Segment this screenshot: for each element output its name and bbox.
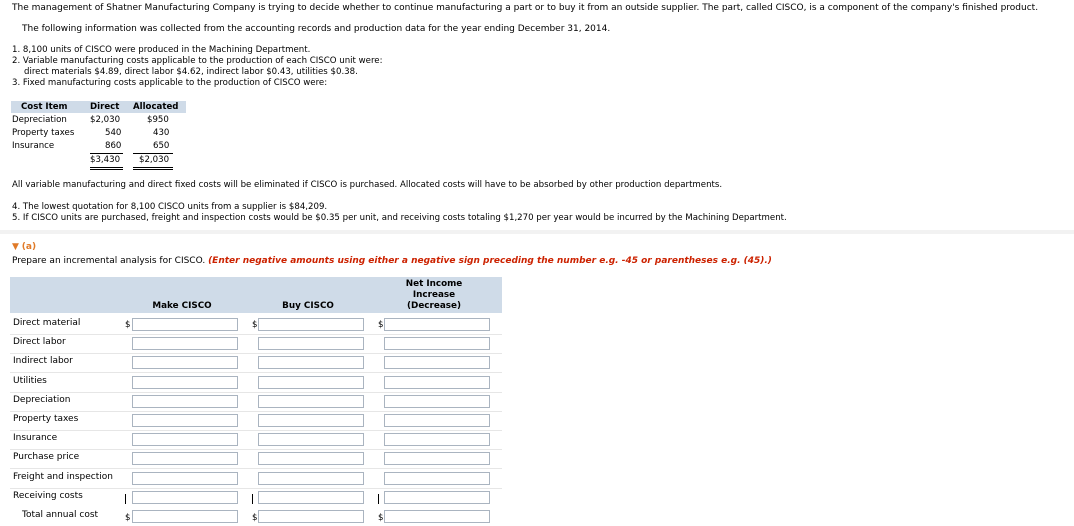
info-item-2-detail: direct materials $4.89, direct labor $4.62, indirect labor $0.43, utilities $0.38. [24, 67, 358, 77]
total-allocated: $2,030 [139, 155, 170, 165]
section-separator [0, 230, 1074, 234]
total-input-net-income[interactable] [384, 510, 490, 523]
input-net-income[interactable] [384, 395, 490, 408]
part-a-header[interactable] [12, 242, 36, 253]
row-divider [10, 353, 502, 354]
input-net-income[interactable] [384, 376, 490, 389]
cost-row-allocated: 650 [153, 141, 170, 151]
input-make[interactable] [132, 356, 238, 369]
currency-symbol: $ [125, 513, 131, 523]
input-make[interactable] [132, 472, 238, 485]
subtotal-tick [125, 494, 126, 504]
info-item-4: 4. The lowest quotation for 8,100 CISCO units from a supplier is $84,209. [12, 202, 328, 212]
input-buy[interactable] [258, 376, 364, 389]
input-buy[interactable] [258, 356, 364, 369]
column-make-cisco: Make CISCO [152, 301, 212, 311]
input-net-income[interactable] [384, 356, 490, 369]
input-net-income[interactable] [384, 337, 490, 350]
row-label: Freight and inspection [13, 472, 113, 482]
input-buy[interactable] [258, 452, 364, 465]
cost-row-direct: $2,030 [90, 115, 121, 125]
input-make[interactable] [132, 433, 238, 446]
input-make[interactable] [132, 337, 238, 350]
input-buy[interactable] [258, 491, 364, 504]
input-make[interactable] [132, 318, 238, 331]
part-a-label: (a) [21, 242, 37, 252]
info-item-3: 3. Fixed manufacturing costs applicable to the production of CISCO were: [12, 78, 328, 88]
row-divider [10, 430, 502, 431]
input-net-income[interactable] [384, 452, 490, 465]
total-line-direct-2 [90, 169, 123, 170]
input-net-income[interactable] [384, 472, 490, 485]
total-line-direct-1 [90, 167, 123, 168]
collapse-triangle-icon[interactable]: ▼ [12, 242, 19, 252]
input-net-income[interactable] [384, 414, 490, 427]
header-allocated: Allocated [133, 102, 179, 112]
info-item-5: 5. If CISCO units are purchased, freight and inspection costs would be $0.35 per unit, and receiving costs totaling $1,270 per year would be incurred by the Machining Department. [12, 213, 787, 223]
input-make[interactable] [132, 376, 238, 389]
row-divider [10, 392, 502, 393]
row-divider [10, 372, 502, 373]
header-direct: Direct [90, 102, 120, 112]
input-buy[interactable] [258, 433, 364, 446]
row-divider [10, 488, 502, 489]
header-cost-item: Cost Item [21, 102, 68, 112]
total-input-make[interactable] [132, 510, 238, 523]
row-label: Property taxes [13, 414, 79, 424]
total-line-allocated-1 [133, 167, 173, 168]
column-net-income-line2: Increase [412, 290, 456, 300]
input-net-income[interactable] [384, 318, 490, 331]
fixed-cost-table [11, 101, 186, 168]
input-buy[interactable] [258, 337, 364, 350]
input-buy[interactable] [258, 318, 364, 331]
row-label: Depreciation [13, 395, 71, 405]
input-make[interactable] [132, 452, 238, 465]
input-make[interactable] [132, 395, 238, 408]
intro-subparagraph: The following information was collected from the accounting records and production data for the year ending December 31, 2014. [22, 24, 611, 34]
cost-row-direct: 860 [105, 141, 122, 151]
row-divider [10, 411, 502, 412]
info-item-2: 2. Variable manufacturing costs applicable to the production of each CISCO unit were: [12, 56, 383, 66]
subtotal-tick [378, 494, 379, 504]
cost-row-allocated: $950 [147, 115, 169, 125]
row-label: Insurance [13, 433, 58, 443]
total-direct: $3,430 [90, 155, 121, 165]
input-net-income[interactable] [384, 433, 490, 446]
input-make[interactable] [132, 414, 238, 427]
total-row-label: Total annual cost [22, 510, 99, 520]
row-label: Utilities [13, 376, 47, 386]
instruction-note: (Enter negative amounts using either a negative sign preceding the number e.g. -45 or parentheses e.g. (45).) [208, 256, 772, 266]
column-net-income-line3: (Decrease) [407, 301, 461, 311]
input-make[interactable] [132, 491, 238, 504]
row-label: Purchase price [13, 452, 80, 462]
row-divider [10, 449, 502, 450]
cost-row-allocated: 430 [153, 128, 170, 138]
row-divider [10, 468, 502, 469]
currency-symbol: $ [125, 320, 131, 330]
row-label: Indirect labor [13, 356, 73, 366]
info-item-1: 1. 8,100 units of CISCO were produced in the Machining Department. [12, 45, 311, 55]
cost-row-direct: 540 [105, 128, 122, 138]
subtotal-tick [252, 494, 253, 504]
subtotal-line-allocated [133, 153, 173, 154]
currency-symbol: $ [252, 513, 258, 523]
column-net-income-line1: Net Income [405, 279, 463, 289]
note-eliminated-costs: All variable manufacturing and direct fixed costs will be eliminated if CISCO is purchased. Allocated costs will have to be absorbed by other production departments. [12, 180, 723, 190]
intro-paragraph: The management of Shatner Manufacturing Company is trying to decide whether to continue manufacturing a part or to buy it from an outside supplier. The part, called CISCO, is a component of the company's finished product. [12, 3, 1039, 13]
currency-symbol: $ [378, 513, 384, 523]
row-label: Direct labor [13, 337, 66, 347]
row-divider [10, 334, 502, 335]
total-line-allocated-2 [133, 169, 173, 170]
currency-symbol: $ [378, 320, 384, 330]
input-buy[interactable] [258, 414, 364, 427]
instruction-text: Prepare an incremental analysis for CISCO. [12, 256, 206, 266]
input-buy[interactable] [258, 472, 364, 485]
cost-row-item: Insurance [12, 141, 55, 151]
subtotal-line-direct [90, 153, 123, 154]
row-label: Receiving costs [13, 491, 83, 501]
column-buy-cisco: Buy CISCO [282, 301, 334, 311]
total-input-buy[interactable] [258, 510, 364, 523]
input-net-income[interactable] [384, 491, 490, 504]
cost-row-item: Depreciation [12, 115, 67, 125]
row-label: Direct material [13, 318, 81, 328]
input-buy[interactable] [258, 395, 364, 408]
cost-row-item: Property taxes [12, 128, 75, 138]
part-a-instruction [12, 256, 772, 267]
currency-symbol: $ [252, 320, 258, 330]
